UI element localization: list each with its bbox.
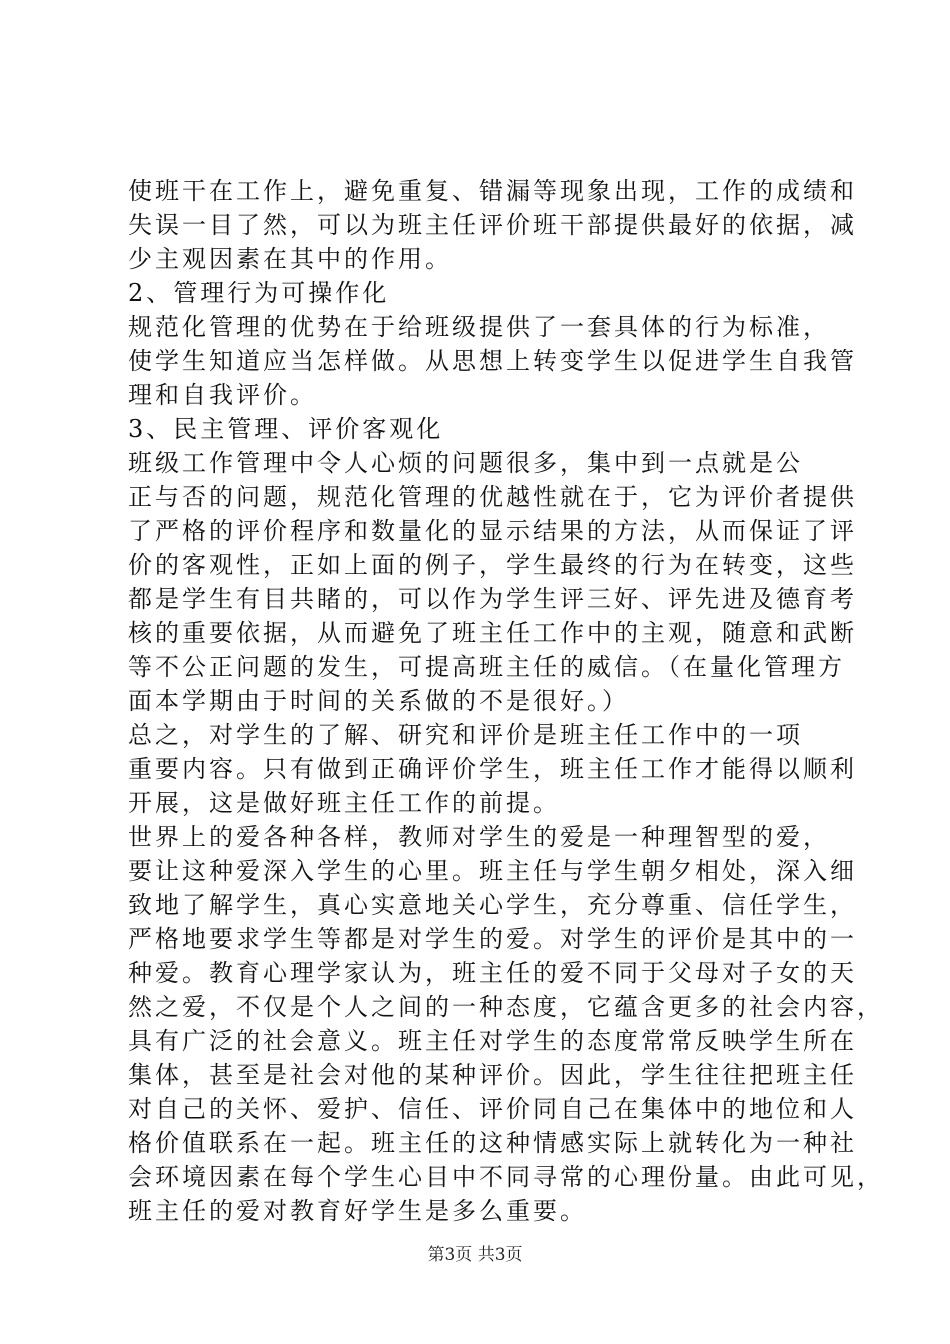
- text-line: 要让这种爱深入学生的心里。班主任与学生朝夕相处，深入细: [128, 857, 857, 885]
- text-line: 价的客观性，正如上面的例子，学生最终的行为在转变，这些: [128, 551, 857, 579]
- section-heading: 3、民主管理、评价客观化: [128, 415, 444, 443]
- document-body: [128, 174, 884, 1228]
- text-line: 种爱。教育心理学家认为，班主任的爱不同于父母对子女的天: [128, 959, 857, 987]
- text-line: 少主观因素在其中的作用。: [128, 245, 452, 273]
- page-number: 第3页 共3页: [427, 1245, 523, 1265]
- text-line: 班级工作管理中令人心烦的问题很多，集中到一点就是公: [128, 449, 803, 477]
- text-line: 具有广泛的社会意义。班主任对学生的态度常常反映学生所在: [128, 1027, 857, 1055]
- text-line: 使学生知道应当怎样做。从思想上转变学生以促进学生自我管: [128, 347, 857, 375]
- text-line: 开展，这是做好班主任工作的前提。: [128, 789, 560, 817]
- text-line: 正与否的问题，规范化管理的优越性就在于，它为评价者提供: [128, 483, 857, 511]
- section-heading: 2、管理行为可操作化: [128, 279, 390, 307]
- text-line: 对自己的关怀、爱护、信任、评价同自己在集体中的地位和人: [128, 1095, 857, 1123]
- text-line: 致地了解学生，真心实意地关心学生，充分尊重、信任学生，: [128, 891, 857, 919]
- text-line: 班主任的爱对教育好学生是多么重要。: [128, 1197, 587, 1225]
- text-line: 世界上的爱各种各样，教师对学生的爱是一种理智型的爱，: [128, 823, 830, 851]
- text-line: 等不公正问题的发生，可提高班主任的威信。（在量化管理方: [128, 653, 845, 681]
- text-line: 会环境因素在每个学生心目中不同寻常的心理份量。由此可见，: [128, 1163, 884, 1191]
- text-line: 面本学期由于时间的关系做的不是很好。）: [128, 687, 629, 715]
- text-line: 严格地要求学生等都是对学生的爱。对学生的评价是其中的一: [128, 925, 857, 953]
- text-line: 然之爱，不仅是个人之间的一种态度，它蕴含更多的社会内容，: [128, 993, 884, 1021]
- text-line: 理和自我评价。: [128, 381, 317, 409]
- text-line: 都是学生有目共睹的，可以作为学生评三好、评先进及德育考: [128, 585, 857, 613]
- text-line: 核的重要依据，从而避免了班主任工作中的主观，随意和武断: [128, 619, 857, 647]
- text-line: 重要内容。只有做到正确评价学生，班主任工作才能得以顺利: [128, 755, 857, 783]
- text-line: 使班干在工作上，避免重复、错漏等现象出现，工作的成绩和: [128, 177, 857, 205]
- text-line: 规范化管理的优势在于给班级提供了一套具体的行为标准，: [128, 313, 830, 341]
- text-line: 总之，对学生的了解、研究和评价是班主任工作中的一项: [128, 721, 803, 749]
- page-footer: [0, 1244, 950, 1266]
- text-line: 格价值联系在一起。班主任的这种情感实际上就转化为一种社: [128, 1129, 857, 1157]
- text-line: 集体，甚至是社会对他的某种评价。因此，学生往往把班主任: [128, 1061, 857, 1089]
- text-line: 失误一目了然，可以为班主任评价班干部提供最好的依据，减: [128, 211, 857, 239]
- text-line: 了严格的评价程序和数量化的显示结果的方法，从而保证了评: [128, 517, 857, 545]
